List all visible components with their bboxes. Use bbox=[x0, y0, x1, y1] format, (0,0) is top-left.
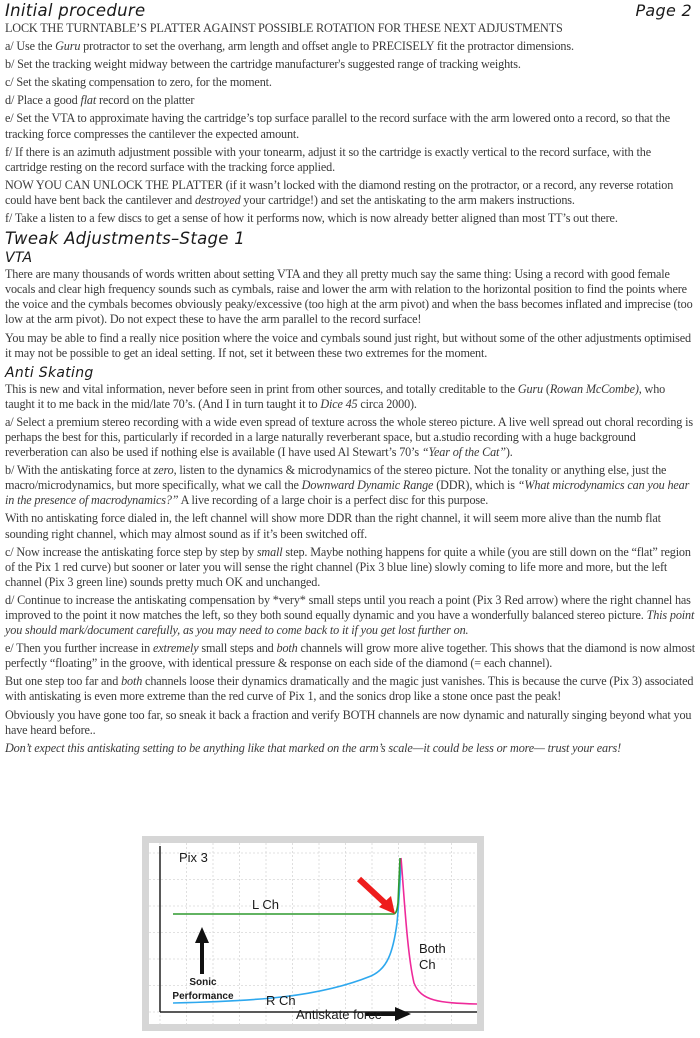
step-d: d/ Place a good flat record on the platter bbox=[5, 93, 195, 108]
label-both-1: Both bbox=[419, 941, 446, 956]
page-number: Page 2 bbox=[635, 1, 692, 20]
label-performance: Performance bbox=[172, 991, 234, 1002]
label-sonic: Sonic bbox=[189, 977, 217, 988]
vta-paragraph-1: There are many thousands of words written about setting VTA and they all pretty much say the same thing: Using a record with good female vocals and clear high frequency sounds such as cymbals, raise and lower the arm with relation to the horizontal position to find the points where the voice and the cymbals becomes obviously peaky/excessive (too high at the arm pivot) and when the bass becomes inflated and imprecise (too low at the arm pivot). Do not expect these to have the arm parallel to the record surface! bbox=[5, 267, 693, 327]
step-b: b/ Set the tracking weight midway between the cartridge manufacturer's suggested range of tracking weights. bbox=[5, 57, 521, 72]
anti-step-d: d/ Continue to increase the antiskating compensation by *very* small steps until you reach a point (Pix 3 Red arrow) where the right channel has improved to the point it now matches the left, so they both sound equally dynamic and you have a wonderfully balanced stereo picture. This point you should mark/document carefully, as you may need to come back to it if you get lost further on. bbox=[5, 592, 695, 638]
step-e: e/ Set the VTA to approximate having the cartridge’s top surface parallel to the record surface with the arm lowered onto a record, so that the tracking force compresses the cantilever the expected amount. bbox=[5, 111, 671, 141]
step-c: c/ Set the skating compensation to zero, for the moment. bbox=[5, 75, 272, 90]
vta-paragraph-2: You may be able to find a really nice position where the voice and cymbals sound just right, but without some of the other adjustments optimised it may not be possible to get an ideal setting. If not, set it between these two extremes for the moment. bbox=[5, 330, 691, 360]
anti-intro: This is new and vital information, never before seen in print from other sources, and totally creditable to the Guru (Rowan McCombe), who taught it to me back in the mid/late 70’s. (And I in turn taught it to Dice 45 circa 2000). bbox=[5, 381, 666, 411]
document-page bbox=[5, 0, 695, 759]
step-f: f/ If there is an azimuth adjustment possible with your tonearm, adjust it so the cartridge is exactly vertical to the record surface, with the cartridge resting on the record surface with the tracking force applied. bbox=[5, 144, 651, 174]
paragraph-unlock: NOW YOU CAN UNLOCK THE PLATTER (if it wasn’t locked with the diamond resting on the protractor, or a record, any reverse rotation could have bent back the cantilever and destroyed your cartridge!) and set the antiskating to the arm makers instructions. bbox=[5, 177, 674, 207]
diagram-canvas bbox=[149, 843, 477, 1024]
red-arrow-icon bbox=[359, 879, 395, 914]
anti-step-c: c/ Now increase the antiskating force step by step by small step. Maybe nothing happens for quite a while (you are still down on the “flat” region of the Pix 1 red curve) but sooner or later you will sense the right channel (Pix 3 blue line) slowly coming to life more and more, but the left channel (Pix 3 green line) sounds pretty much OK and unchanged. bbox=[5, 544, 691, 589]
up-arrow-icon bbox=[195, 927, 209, 974]
both-channels-curve bbox=[401, 858, 477, 1004]
subsection-title-anti-skating: Anti Skating bbox=[5, 364, 94, 381]
section-title-initial-procedure: Initial procedure bbox=[5, 1, 146, 20]
anti-no-force: With no antiskating force dialed in, the left channel will show more DDR than the right channel, it will seem more alive than the numb flat sounding right channel, which may almost sound as if it’s been switched off. bbox=[5, 511, 661, 541]
label-both-2: Ch bbox=[419, 957, 436, 972]
anti-step-a: a/ Select a premium stereo recording with a wide even spread of texture across the whole stereo picture. A live well spread out choral recording is perhaps the best for this, particularly if recorded in a large naturally reverberant space, but a.studio recording with a huge background reverberation can also be used if nothing else is available (I have used Al Stewart’s 70’s “Year of the Cat”). bbox=[5, 414, 693, 460]
anti-step-b: b/ With the antiskating force at zero, listen to the dynamics & microdynamics of the stereo picture. Not the tonality or anything else, just the macro/microdynamics, but more specifically, what we call the Downward Dynamic Range (DDR), which is “What microdynamics can you hear in the presence of macrodynamics?” A live recording of a large choir is a perfect disc for this purpose. bbox=[5, 463, 690, 508]
anti-final-note: Don’t expect this antiskating setting to be anything like that marked on the arm’s scale—it could be less or more— trust your ears! bbox=[5, 740, 622, 755]
step-f-listen: f/ Take a listen to a few discs to get a sense of how it performs now, which is now already better aligned than most TT’s out there. bbox=[5, 211, 618, 226]
step-a: a/ Use the Guru protractor to set the overhang, arm length and offset angle to PRECISELY fit the protractor dimensions. bbox=[5, 39, 574, 54]
paragraph-lock: LOCK THE TURNTABLE’S PLATTER AGAINST POSSIBLE ROTATION FOR THESE NEXT ADJUSTMENTS bbox=[5, 21, 563, 35]
diagram-title: Pix 3 bbox=[179, 850, 208, 865]
anti-too-far: But one step too far and both channels loose their dynamics dramatically and the magic just vanishes. This is because the curve (Pix 3) associated with antiskating is even more extreme than the red curve of Pix 1, and the sonics drop like a stone once past the peak! bbox=[5, 674, 694, 704]
label-r-ch: R Ch bbox=[266, 993, 296, 1008]
anti-obviously: Obviously you have gone too far, so sneak it back a fraction and verify BOTH channels are now dynamic and naturally singing beyond what you have heard before.. bbox=[5, 707, 692, 737]
anti-step-e: e/ Then you further increase in extremely small steps and both channels will grow more alive together. This shows that the diamond is now almost perfectly “floating” in the groove, with identical pressure & response on each side of the diamond (= each channel). bbox=[5, 641, 695, 671]
label-antiskate-force: Antiskate force bbox=[296, 1007, 382, 1022]
pix3-diagram bbox=[142, 836, 484, 1031]
label-l-ch: L Ch bbox=[252, 897, 279, 912]
section-title-tweak: Tweak Adjustments–Stage 1 bbox=[5, 229, 246, 249]
diagram-svg bbox=[149, 843, 477, 1024]
subsection-title-vta: VTA bbox=[5, 250, 33, 267]
